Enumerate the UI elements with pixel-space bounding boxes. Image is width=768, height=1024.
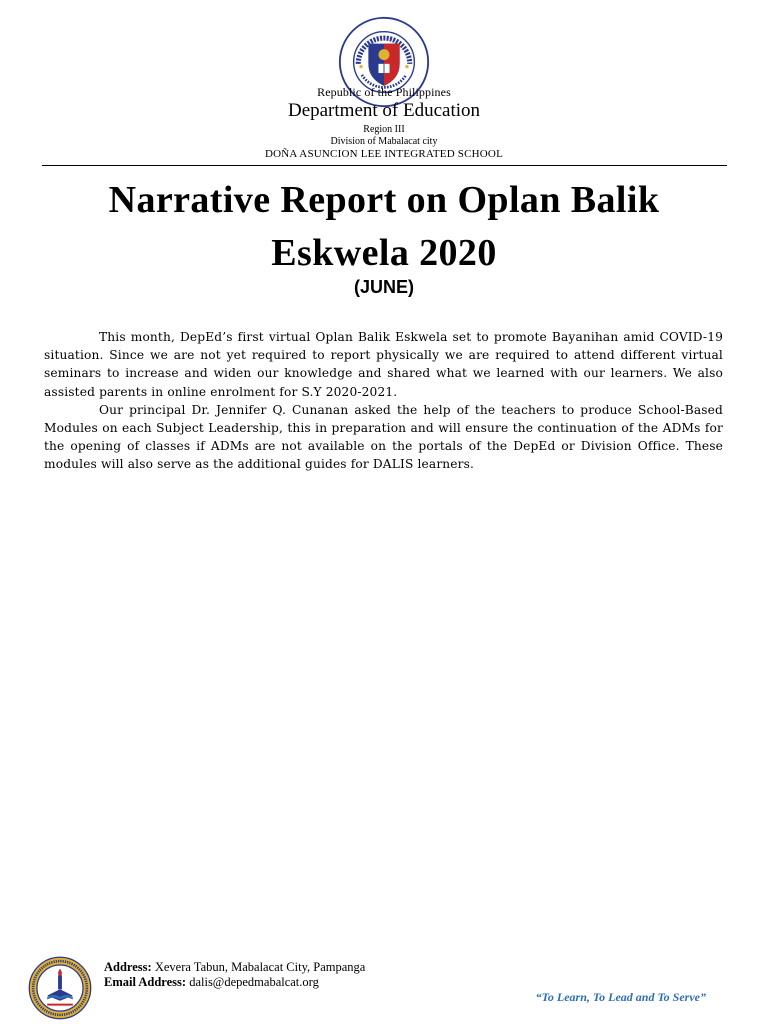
school-motto: “To Learn, To Lead and To Serve” xyxy=(535,990,706,1004)
document-subtitle: (JUNE) xyxy=(353,277,414,297)
address-value: Xevera Tabun, Mabalacat City, Pampanga xyxy=(151,960,366,974)
body-paragraph-1: This month, DepEd’s first virtual Oplan Balik Eskwela set to promote Bayanihan amid COVID-19 situation. Since we are not yet required to report physically we are required to attend different virtual seminars to increase and widen our knowledge and shared what we learned with our learners. We also assisted parents in online enrolment for S.Y 2020-2021. xyxy=(44,330,723,399)
email-line xyxy=(104,975,365,990)
header-divider xyxy=(42,165,727,166)
address-label: Address: xyxy=(104,960,152,974)
school-seal-logo xyxy=(28,956,92,1020)
division-line: Division of Mabalacat city xyxy=(330,136,438,147)
email-value: dalis@depedmabalcat.org xyxy=(186,975,319,989)
email-label: Email Address: xyxy=(104,975,187,989)
document-title: Narrative Report on Oplan Balik Eskwela 2020 xyxy=(108,179,660,274)
report-body xyxy=(44,328,723,474)
body-paragraph-2: Our principal Dr. Jennifer Q. Cunanan asked the help of the teachers to produce School-Based Modules on each Subject Leadership, this in preparation and will ensure the continuation of the ADMs for the opening of classes if ADMs are not available on the portals of the DepEd or Division Office. These modules will also serve as the additional guides for DALIS learners. xyxy=(44,402,723,472)
address-line xyxy=(104,960,365,975)
region-line: Region III xyxy=(363,124,405,135)
footer-contact xyxy=(104,960,365,990)
school-name: DOÑA ASUNCION LEE INTEGRATED SCHOOL xyxy=(265,148,503,160)
department-name: Department of Education xyxy=(287,100,481,121)
republic-line: Republic of the Philippines xyxy=(317,85,451,99)
